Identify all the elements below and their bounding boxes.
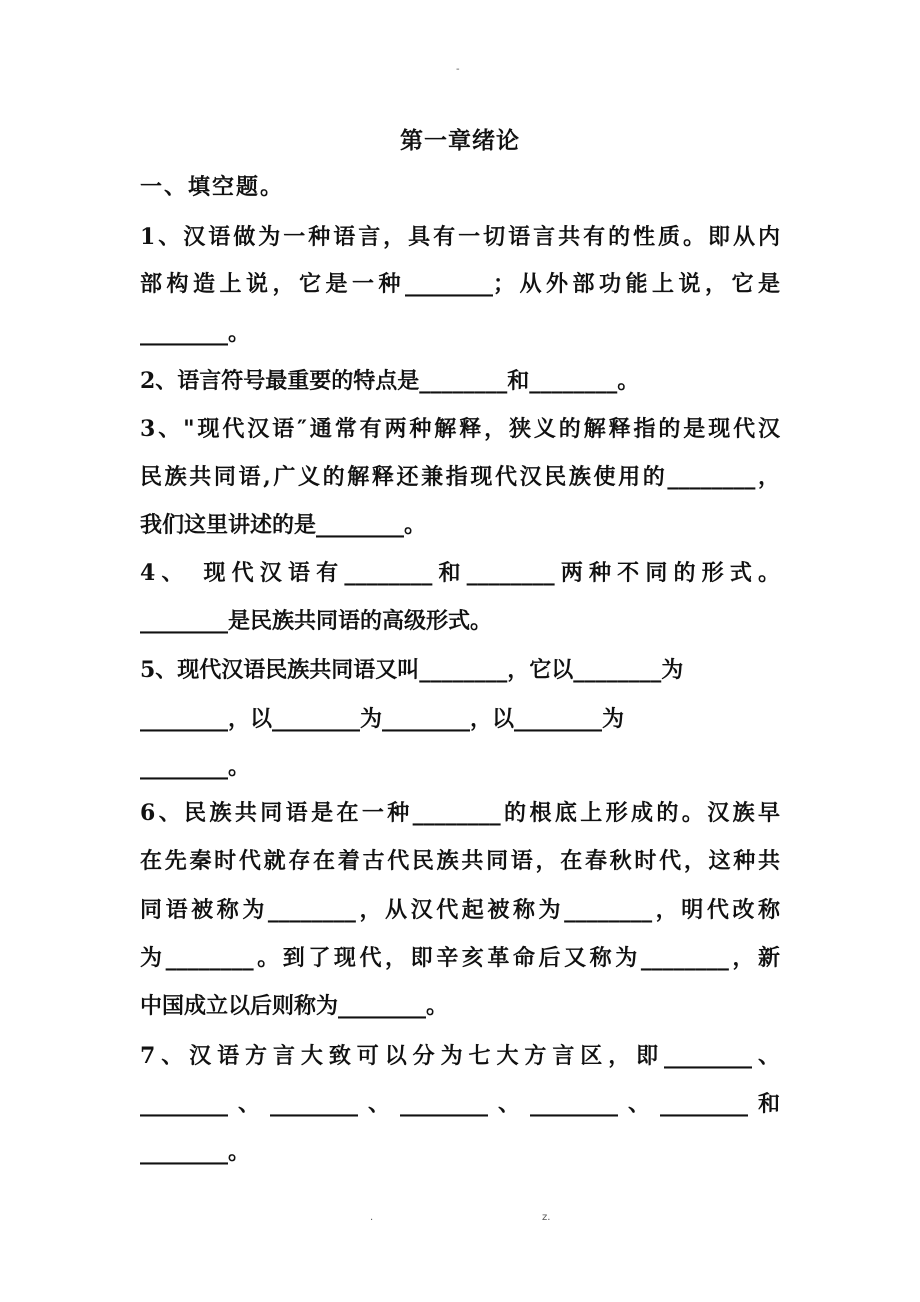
question-7-line-3: ________。 [140,1139,251,1165]
question-7-line-1: 7、汉语方言大致可以分为七大方言区，即________、 [140,1043,780,1069]
question-7-line-2: ________、________、________、________、________和 [140,1091,780,1117]
header-dot: - [456,64,460,75]
question-6-line-3: 同语被称为________，从汉代起被称为________，明代改称 [140,897,780,923]
question-6-line-2: 在先秦时代就存在着古代民族共同语，在春秋时代，这种共 [140,848,780,874]
question-3-line-2: 民族共同语,广义的解释还兼指现代汉民族使用的________， [140,464,780,490]
footer-dot: . [370,1212,374,1223]
question-3-line-3: 我们这里讲述的是________。 [140,512,427,538]
question-5-line-1: 5、现代汉语民族共同语又叫________，它以________为 [140,657,684,683]
question-2-line-1: 2、语言符号最重要的特点是________和________。 [140,368,640,394]
question-6-line-4: 为________。到了现代，即辛亥革命后又称为________，新 [140,945,780,971]
question-6-line-1: 6、民族共同语是在一种________的根底上形成的。汉族早 [140,800,780,826]
question-4-line-1: 4、 现代汉语有________和________两种不同的形式。 [140,560,780,586]
question-5-line-2: ________，以________为________，以________为 [140,706,625,732]
footer-page-mark: z. [542,1212,551,1223]
chapter-title: 第一章绪论 [400,127,520,154]
question-4-line-2: ________是民族共同语的高级形式。 [140,608,493,634]
question-6-line-5: 中国成立以后则称为________。 [140,993,449,1019]
section-heading: 一、填空题。 [140,174,285,200]
question-1-line-3: ________。 [140,320,251,346]
question-1-line-2: 部构造上说，它是一种________；从外部功能上说，它是 [140,271,780,297]
question-5-line-3: ________。 [140,754,251,780]
question-1-line-1: 1、汉语做为一种语言，具有一切语言共有的性质。即从内 [140,224,780,250]
question-3-line-1: 3、"现代汉语″通常有两种解释，狭义的解释指的是现代汉 [140,416,780,442]
